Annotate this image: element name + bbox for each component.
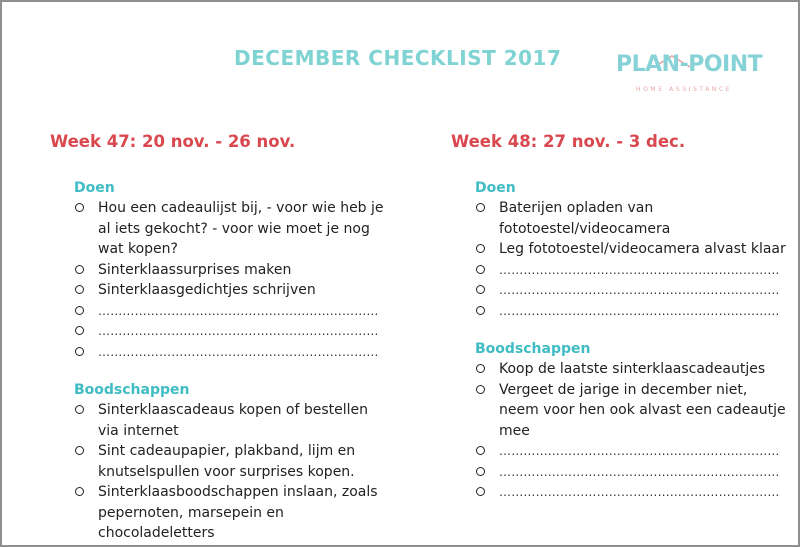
circle-checkbox-icon[interactable] [75,347,84,356]
circle-checkbox-icon[interactable] [75,285,84,294]
week-title: Week 47: 20 nov. - 26 nov. [50,132,296,151]
checklist-item[interactable]: Baterijen opladen van fototoestel/videocamera [475,198,791,239]
circle-checkbox-icon[interactable] [75,326,84,335]
checklist-boodschappen [74,400,390,544]
checklist-blank-line[interactable]: …………………………………………………………… [475,260,791,281]
checklist-doen [74,198,390,362]
checklist-blank-line[interactable]: …………………………………………………………… [475,280,791,301]
page-title: DECEMBER CHECKLIST 2017 [234,46,562,70]
checklist-item[interactable]: Sinterklaasgedichtjes schrijven [74,280,390,301]
circle-checkbox-icon[interactable] [75,203,84,212]
plan-point-logo [616,52,763,96]
circle-checkbox-icon[interactable] [476,265,485,274]
circle-checkbox-icon[interactable] [476,306,485,315]
logo-name: PLAN-POINT [616,52,763,77]
checklist-item[interactable]: Sinterklaassurprises maken [74,260,390,281]
checklist-boodschappen [475,359,791,503]
checklist-item[interactable]: Sint cadeaupapier, plakband, lijm en knutselspullen voor surprises kopen. [74,441,390,482]
circle-checkbox-icon[interactable] [476,244,485,253]
section-heading-boodschappen: Boodschappen [74,382,190,398]
checklist-item[interactable]: Hou een cadeaulijst bij, - voor wie heb je al iets gekocht? - voor wie moet je nog wat kopen? [74,198,390,260]
checklist-blank-line[interactable]: …………………………………………………………… [475,301,791,322]
checklist-blank-line[interactable]: …………………………………………………………… [74,342,390,363]
circle-checkbox-icon[interactable] [75,446,84,455]
checklist-blank-line[interactable]: …………………………………………………………… [475,441,791,462]
checklist-item[interactable]: Sinterklaascadeaus kopen of bestellen via internet [74,400,390,441]
section-heading-boodschappen: Boodschappen [475,341,591,357]
week-48-column [451,132,791,503]
circle-checkbox-icon[interactable] [476,285,485,294]
section-heading-doen: Doen [475,180,516,196]
circle-checkbox-icon[interactable] [476,385,485,394]
circle-checkbox-icon[interactable] [476,203,485,212]
week-47-column [50,132,390,544]
circle-checkbox-icon[interactable] [476,487,485,496]
circle-checkbox-icon[interactable] [75,405,84,414]
week-title: Week 48: 27 nov. - 3 dec. [451,132,686,151]
circle-checkbox-icon[interactable] [476,467,485,476]
checklist-item[interactable]: Vergeet de jarige in december niet, neem voor hen ook alvast een cadeautje mee [475,380,791,442]
checklist-blank-line[interactable]: …………………………………………………………… [475,462,791,483]
circle-checkbox-icon[interactable] [75,265,84,274]
checklist-blank-line[interactable]: …………………………………………………………… [475,482,791,503]
checklist-item[interactable]: Sinterklaasboodschappen inslaan, zoals pepernoten, marsepein en chocoladeletters [74,482,390,544]
circle-checkbox-icon[interactable] [476,364,485,373]
checklist-blank-line[interactable]: …………………………………………………………… [74,301,390,322]
logo-tagline: HOME ASSISTANCE [636,86,733,93]
checklist-item[interactable]: Leg fototoestel/videocamera alvast klaar [475,239,791,260]
section-heading-doen: Doen [74,180,115,196]
circle-checkbox-icon[interactable] [75,487,84,496]
checklist-blank-line[interactable]: …………………………………………………………… [74,321,390,342]
circle-checkbox-icon[interactable] [75,306,84,315]
checklist-doen [475,198,791,321]
circle-checkbox-icon[interactable] [476,446,485,455]
checklist-item[interactable]: Koop de laatste sinterklaascadeautjes [475,359,791,380]
